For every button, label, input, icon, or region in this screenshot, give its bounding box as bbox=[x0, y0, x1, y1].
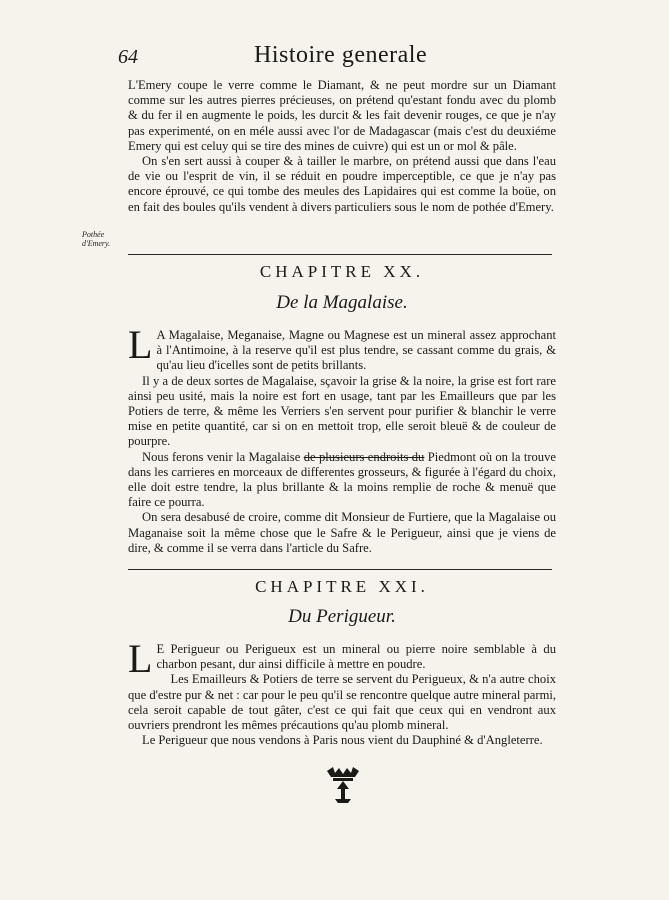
running-title: Histoire generale bbox=[254, 42, 428, 68]
tail-piece-ornament-icon bbox=[323, 765, 363, 805]
chapter-20-dropcap: L bbox=[128, 322, 153, 367]
chapter-21-title: CHAPITRE XXI. bbox=[255, 577, 429, 596]
margin-note: Pothée d'Emery. bbox=[82, 230, 111, 248]
chapter-20-paragraph-3-end: Piedmont où on la trouve dans les carrieres en morceaux de differentes grosseurs, & figurée à l'égard du choix, elle doit estre tendre, la plus brillante & la moins remplie de roche & menuë que faire ce pourra. bbox=[128, 449, 556, 510]
chapter-20-subtitle: De la Magalaise. bbox=[276, 292, 408, 313]
chapter-20-text bbox=[128, 322, 556, 556]
chapter-20-paragraph-3-start: Nous ferons venir la Magalaise bbox=[142, 449, 301, 464]
section-divider bbox=[128, 254, 552, 255]
chapter-21-text bbox=[128, 636, 557, 748]
chapter-21-subtitle: Du Perigueur. bbox=[288, 606, 396, 627]
chapter-21-paragraph-2: Les Emailleurs & Potiers de terre se servent du Perigueux, & n'a autre choix que d'estre pur & net : car pour le peu qu'il se rencontre quelque autre mineral parmi, cela seroit capable de tout gâter, c'est ce qui fait que ceux qui en vendront aux ouvriers prendront les mêmes précautions qu'au plomb mineral. bbox=[128, 672, 557, 733]
chapter-20-paragraph-3 bbox=[128, 450, 556, 511]
chapter-20-paragraph-2: Il y a de deux sortes de Magalaise, sçavoir la grise & la noire, la grise est fort rare ainsi peu usité, mais la noire est fort en usage, tant par les Emailleurs que par les Potiers de terre, & même les Verriers s'en servent pour purifier & blanchir le verre mise en petite quantité, car si on en mettoit trop, elle seroit bleuë & de couleur de pourpre. bbox=[128, 373, 556, 449]
page-number: 64 bbox=[118, 46, 138, 68]
chapter-20-paragraph-4: On sera desabusé de croire, comme dit Monsieur de Furtiere, que la Magalaise ou Maganaise soit la même chose que le Safre & le Perigueur, ainsi que je viens de dire, & comme il se verra dans l'article du Safre. bbox=[128, 510, 556, 555]
intro-text bbox=[128, 78, 556, 215]
section-divider bbox=[128, 569, 552, 570]
chapter-21-dropcap: L bbox=[128, 636, 153, 681]
chapter-20-title: CHAPITRE XX. bbox=[259, 262, 425, 281]
chapter-20-paragraph-1: A Magalaise, Meganaise, Magne ou Magnese est un mineral assez approchant à l'Antimoine, à la reserve qu'il est plus tendre, se cassant comme du grais, & qu'au lieu d'icelles sont de petits brillants. bbox=[156, 328, 556, 373]
struck-through-text: de plusieurs endroits du bbox=[303, 449, 425, 464]
page-header bbox=[118, 42, 558, 72]
chapter-21-paragraph-3: Le Perigueur que nous vendons à Paris nous vient du Dauphiné & d'Angleterre. bbox=[142, 733, 543, 748]
intro-paragraph-1: L'Emery coupe le verre comme le Diamant, & ne peut mordre sur un Diamant comme sur les autres pierres précieuses, on prétend qu'estant fondu avec du plomb & du fer il en augmente le poids, les durcit & les fait devenir rouges, ce que je n'ay pas experimenté, on en méle aussi avec l'or de Madagascar (mais c'est du deuxiéme Emery qui est celuy qui se tire des mines de cuivre) qui est un or mol & pâle. bbox=[128, 78, 556, 153]
intro-paragraph-2: On s'en sert aussi à couper & à tailler le marbre, on prétend aussi que dans l'eau de vie ou l'esprit de vin, il se réduit en poudre imperceptible, ce que je n'ay pas encore éprouvé, ce qui tombe des meules des Lapidaires qui est comme la boüe, on en fait des boules qu'ils vendent à divers particuliers sous le nom de pothée d'Emery. bbox=[128, 154, 556, 214]
chapter-21-paragraph-1: E Perigueur ou Perigueux est un mineral ou pierre noire semblable à du charbon pesant, dur ainsi difficile à mettre en poudre. bbox=[156, 642, 556, 672]
